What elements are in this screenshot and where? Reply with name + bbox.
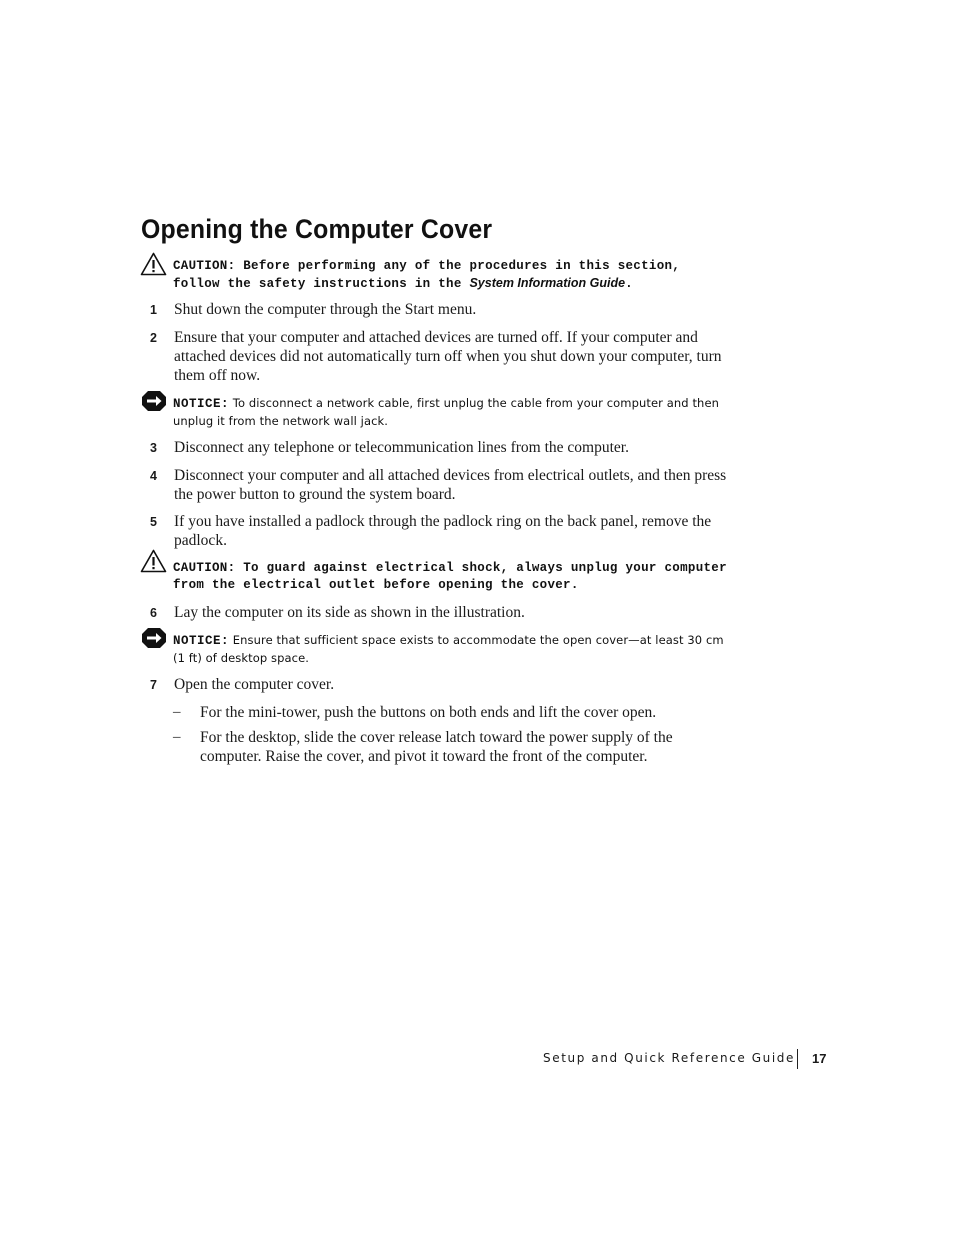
sub-item-text: For the desktop, slide the cover release latch toward the power supply of the computer. Raise the cover, and pivot it toward the front of the computer. [200, 729, 673, 765]
caution-triangle-icon [140, 252, 167, 276]
footer-divider [797, 1049, 798, 1069]
caution-end: . [625, 277, 633, 291]
step-text: Ensure that your computer and attached devices are turned off. If your computer and attached devices did not automatically turn off when you shut down your computer, turn them off now. [174, 329, 722, 384]
step-text [174, 300, 476, 320]
notice-label: NOTICE: [173, 634, 230, 648]
notice-network-cable [173, 395, 728, 430]
caution-triangle-icon [140, 549, 167, 573]
step-number: 2 [150, 331, 157, 345]
step-7 [150, 675, 735, 695]
step-number: 4 [150, 469, 157, 483]
step-number: 1 [150, 303, 157, 317]
notice-stop-icon [141, 390, 167, 412]
step-number: 3 [150, 441, 157, 455]
notice-text: To disconnect a network cable, first unplug the cable from your computer and then unplug it from the network wall jack. [173, 396, 720, 428]
notice-label: NOTICE: [173, 397, 230, 411]
caution-label: CAUTION: [173, 561, 236, 575]
step-text: Open the computer cover. [174, 676, 335, 693]
step-number: 7 [150, 678, 157, 692]
caution-text: Before performing any of the procedures in this section, follow the safety instructions in the [173, 259, 681, 291]
footer-guide-title: Setup and Quick Reference Guide [543, 1051, 795, 1065]
dash-bullet: – [173, 704, 181, 720]
step-text: Lay the computer on its side as shown in the illustration. [174, 604, 525, 621]
page-title: Opening the Computer Cover [141, 214, 493, 244]
system-information-guide-reference: System Information Guide [469, 276, 626, 290]
step-text: Disconnect any telephone or telecommunication lines from the computer. [174, 439, 629, 456]
step-4 [150, 466, 735, 504]
step-2 [150, 328, 735, 385]
notice-text: Ensure that sufficient space exists to accommodate the open cover—at least 30 cm (1 ft) of desktop space. [173, 633, 724, 665]
sub-item-desktop [173, 728, 693, 766]
caution-safety-note [173, 258, 728, 293]
sub-item-mini-tower [173, 703, 713, 722]
step-number: 6 [150, 606, 157, 620]
dash-bullet: – [173, 729, 181, 745]
step-text: Disconnect your computer and all attached devices from electrical outlets, and then press the power button to ground the system board. [174, 467, 727, 503]
step-text-pre: Shut down the computer through the [174, 301, 405, 318]
start-menu-reference: Start [404, 301, 435, 318]
page-number: 17 [812, 1051, 827, 1066]
step-5 [150, 512, 735, 550]
step-number: 5 [150, 515, 157, 529]
notice-stop-icon [141, 627, 167, 649]
page-footer [540, 1050, 840, 1070]
step-1 [150, 300, 735, 320]
step-6 [150, 603, 735, 623]
sub-item-text: For the mini-tower, push the buttons on both ends and lift the cover open. [200, 704, 657, 721]
caution-text: To guard against electrical shock, always unplug your computer from the electrical outlet before opening the cover. [173, 561, 727, 592]
caution-label: CAUTION: [173, 259, 236, 273]
caution-electrical-shock [173, 560, 733, 594]
step-text-post: menu. [434, 301, 477, 318]
step-text: If you have installed a padlock through the padlock ring on the back panel, remove the padlock. [174, 513, 712, 549]
step-3 [150, 438, 735, 458]
notice-desktop-space [173, 632, 733, 667]
